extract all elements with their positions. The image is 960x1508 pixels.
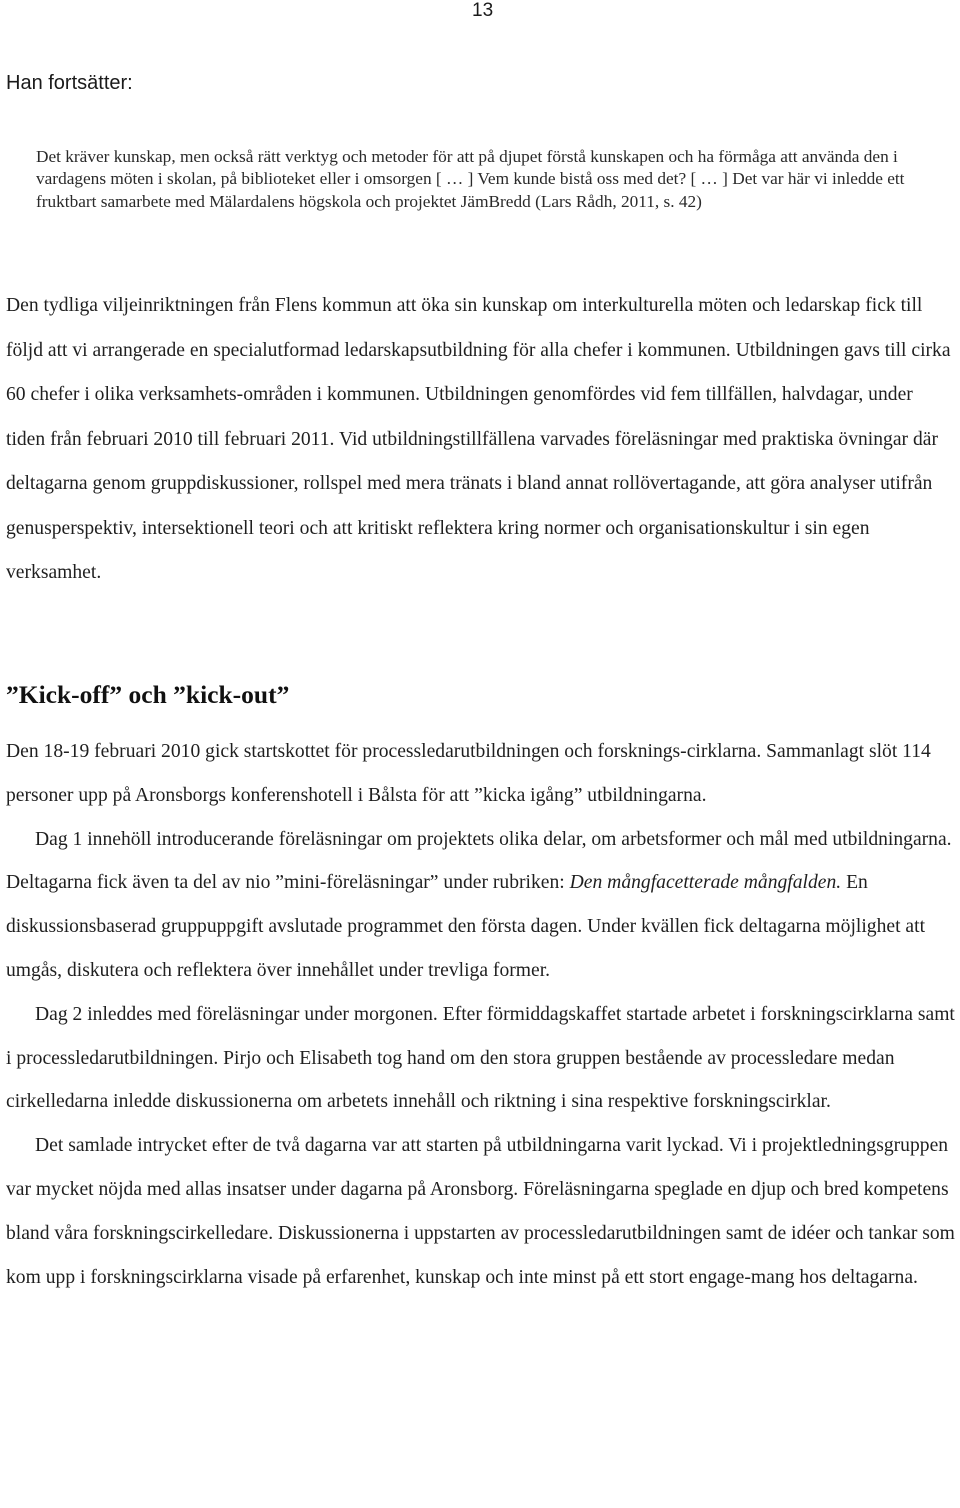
paragraph-text: Dag 1 innehöll introducerande föreläsningar om projektets olika delar, om arbetsformer och mål med utbildningarna. Deltagarna fick även ta del av nio ”mini-föreläsningar” under rubriken: — [6, 828, 952, 894]
intro-label: Han fortsätter: — [6, 72, 133, 94]
section-body — [6, 730, 956, 1299]
section-heading: ”Kick-off” och ”kick-out” — [6, 680, 290, 709]
italic-title: Den mångfacetterade mångfalden. — [569, 872, 842, 894]
paragraph-text: En diskussionsbaserad gruppuppgift avslutade programmet den första dagen. Under kvällen fick deltagarna möjlighet att umgås, diskutera och reflektera över innehållet under trevliga former. — [6, 872, 926, 981]
body-paragraph: Den tydliga viljeinriktningen från Flens kommun att öka sin kunskap om interkulturella möten och ledarskap fick till följd att vi arrangerade en specialutformad ledarskapsutbildning för alla chefer i kommunen. Utbildningen gavs till cirka 60 chefer i olika verksamhets-områden i kommunen. Utbildningen genomfördes vid fem tillfällen, halvdagar, under tiden från februari 2010 till februari 2011. Vid utbildningstillfällena varvades föreläsningar med praktiska övningar där deltagarna genom gruppdiskussioner, rollspel med mera tränats i bland annat rollövertagande, att göra analyser utifrån genusperspektiv, intersektionell teori och att kritiskt reflektera kring normer och organisationskultur i sin egen verksamhet. — [6, 295, 951, 583]
page-number: 13 — [472, 0, 494, 21]
section-paragraph-1: Den 18-19 februari 2010 gick startskottet för processledarutbildningen och forsknings-cirklarna. Sammanlagt slöt 114 personer upp på Aronsborgs konferenshotell i Bålsta för att ”kicka igång” utbildningarna. — [6, 741, 931, 806]
section-paragraph-2 — [6, 818, 956, 993]
section-paragraph-3: Dag 2 inleddes med föreläsningar under morgonen. Efter förmiddagskaffet startade arbetet i forskningscirklarna samt i processledarutbildningen. Pirjo och Elisabeth tog hand om den stora gruppen bestående av processledare medan cirkelledarna inledde diskussionerna om arbetets innehåll och riktning i sina respektive forskningscirklar. — [6, 1003, 955, 1113]
section-paragraph-4: Det samlade intrycket efter de två dagarna var att starten på utbildningarna varit lyckad. Vi i projektledningsgruppen var mycket nöjda med allas insatser under dagarna på Aronsborg. Föreläsningarna speglade en djup och bred kompetens bland våra forskningscirkelledare. Diskussionerna i uppstarten av processledarutbildningen samt de idéer och tankar som kom upp i forskningscirklarna visade på erfarenhet, kunskap och inte minst på ett stort engage-mang hos deltagarna. — [6, 1135, 955, 1288]
block-quote: Det kräver kunskap, men också rätt verktyg och metoder för att på djupet förstå kunskapen och ha förmåga att använda den i vardagens möten i skolan, på biblioteket eller i omsorgen [ … ] Vem kunde bistå oss med det? [ … ] Det var här vi inledde ett fruktbart samarbete med Mälardalens högskola och projektet JämBredd (Lars Rådh, 2011, s. 42) — [36, 147, 905, 211]
